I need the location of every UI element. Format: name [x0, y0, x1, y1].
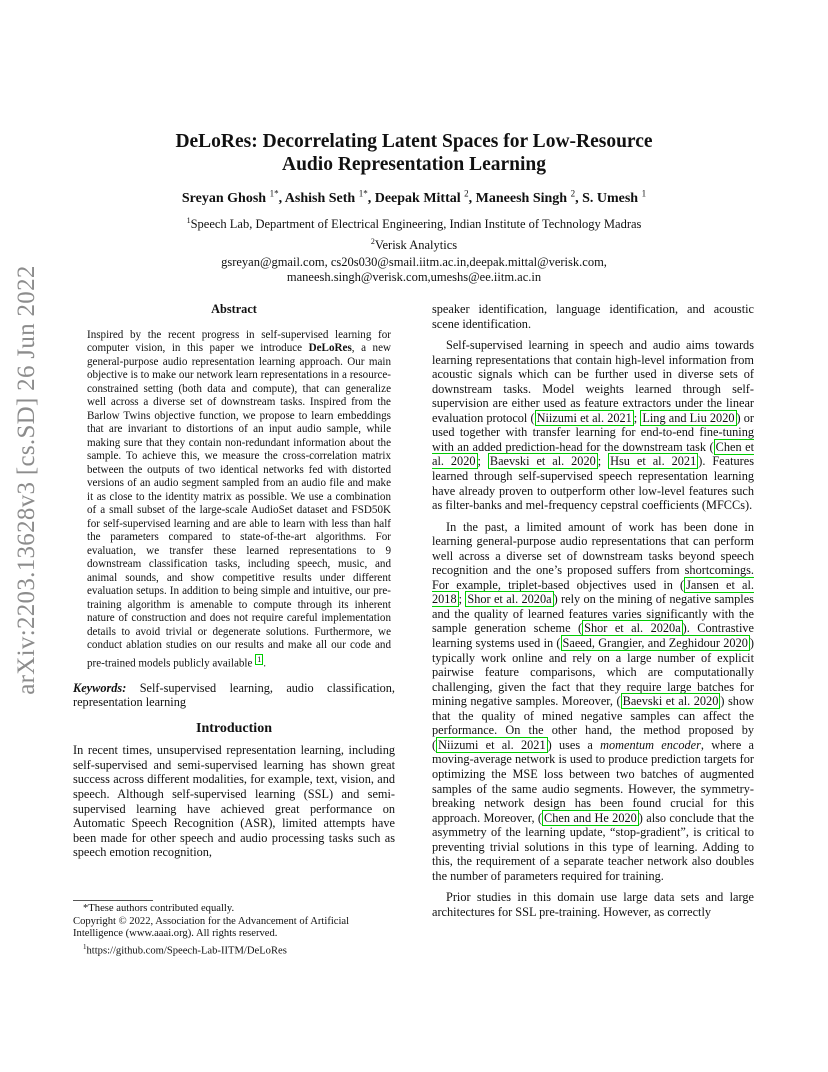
code-link[interactable]: https://github.com/Speech-Lab-IITM/DeLoRes	[86, 945, 287, 957]
arxiv-stamp	[0, 0, 62, 1072]
copyright-notice: Copyright © 2022, Association for the Advancement of Artificial Intelligence (www.aaai.org). All rights reserved.	[73, 915, 350, 940]
affiliation-verisk: $^2$Verisk Analytics	[370, 236, 458, 252]
citation-link[interactable]: Baevski et al. 2020	[622, 694, 719, 709]
abstract-heading: Abstract	[211, 302, 257, 316]
affiliation-iitm: $^1$Speech Lab, Department of Electrical Engineering, Indian Institute of Technology Madras	[186, 215, 642, 231]
citation-link[interactable]: Chen et al. 2020	[432, 439, 755, 469]
paragraph-prior-work: In the past, a limited amount of work has been done in learning general-purpose audio representations that can perform well across a diverse set of downstream tasks beyond speech recognition and the one’s proposed suffers from shortcomings. For example, triplet-based objectives used in ( Jansen et al. 2018 ; Shor et al. 2020a ) rely on the mining of negative samples and the quality of learned features varies significantly with the sample generation scheme ( Shor et al. 2020a ). Contrastive learning systems used in ( Saeed, Grangier, and Zeghidour 2020 ) typically work online and rely on a large number of explicit pairwise feature comparisons, which are computationally challenging, given the fact that they require large batches for mining negative samples. Moreover, ( Baevski et al. 2020 ) show that the quality of mined negative samples can affect the performance. On the other hand, the method proposed by ( Niizumi et al. 2021 ) uses a momentum encoder, where a moving-average network is used to produce prediction targets for optimizing the MSE loss between two batches of augmented samples of the same audio segments. However, the symmetry-breaking network design has been found crucial for this approach. Moreover, ( Chen and He 2020 ) also conclude that the asymmetry of the learning update, “stop-gradient”, is critical to preventing trivial solutions in this type of learning. Adding to this, the requirement of a separate teacher network also doubles the number of parameters required for training.	[432, 519, 754, 883]
citation-link[interactable]: Niizumi et al. 2021	[438, 737, 546, 752]
paragraph-ssl: Self-supervised learning in speech and audio aims towards learning representations that contain high-level information from acoustic signals which can be further used in diverse sets of downstream tasks. Model weights learned through self-supervision are either used as feature extractors under the linear evaluation protocol ( Niizumi et al. 2021 ; Ling and Liu 2020 ) or used together with transfer learning for end-to-end fine-tuning with an added prediction-head for the downstream task ( Chen et al. 2020 ; Baevski et al. 2020 ; Hsu et al. 2021 ). Features learned through self-supervised speech representation learning have already proven to outperform other low-level features such as filter-banks and mel-frequency cepstral coefficients (MFCCs).	[432, 338, 755, 513]
left-column	[73, 302, 395, 860]
footnotes	[73, 900, 395, 958]
footnote-equal-contribution: *These authors contributed equally.	[83, 903, 235, 914]
paragraph-prior-studies: Prior studies in this domain use large data sets and large architectures for SSL pre-training. However, as correctly	[432, 890, 754, 919]
paper-header	[70, 130, 758, 285]
citation-link[interactable]: Shor et al. 2020a	[584, 621, 681, 636]
author: Sreyan Ghosh $^{1*}$,	[181, 188, 285, 206]
footnote-rule	[73, 900, 153, 901]
right-column	[432, 302, 754, 919]
footnote-code-url: $^1$https://github.com/Speech-Lab-IITM/DeLoRes	[83, 942, 287, 957]
citation-link[interactable]: Baevski et al. 2020	[489, 454, 596, 469]
citation-link[interactable]: Shor et al. 2020a	[467, 592, 552, 607]
paper-title: DeLoRes: Decorrelating Latent Spaces for Low-Resource Audio Representation Learning	[175, 131, 653, 175]
citation-link[interactable]: Niizumi et al. 2021	[536, 410, 632, 425]
abstract-text: Inspired by the recent progress in self-supervised learning for computer vision, in this paper we introduce DeLoRes, a new general-purpose audio representation learning approach. Our main objective is to make our network learn representations in a resource-constrained setting (both data and compute), that can generalize well across a diverse set of downstream tasks. Inspired from the Barlow Twins objective function, we propose to learn embeddings that are invariant to distortions of an input audio sample, while making sure that they contain non-redundant information about the sample. To achieve this, we measure the cross-correlation matrix between the outputs of two identical networks fed with distorted versions of an audio segment sampled from an audio file and make it as close to the identity matrix as possible. We use a combination of a small subset of the large-scale AudioSet dataset and FSD50K for self-supervised learning and are able to learn with less than half the parameters compared to state-of-the-art algorithms. For evaluation, we transfer these learned representations to 9 downstream classification tasks, including speech, music, and animal sounds, and show competitive results under different evaluation setups. In addition to being simple and intuitive, our pre-training algorithm is amenable to compute through its inherent nature of construction and does not require careful implementation details to avoid trivial or degenerate solutions. Furthermore, we conduct ablation studies on our results and make all our code and pre-trained models publicly available $^1$ .	[87, 328, 392, 670]
author: Maneesh Singh $^2$,	[475, 188, 583, 206]
keywords: Keywords: Self-supervised learning, audio classification, representation learning	[73, 680, 395, 710]
author: Ashish Seth $^{1*}$,	[284, 188, 375, 206]
citation-link[interactable]: Chen and He 2020	[544, 810, 637, 825]
introduction-heading: Introduction	[196, 720, 272, 736]
author: S. Umesh $^1$	[582, 188, 647, 206]
citation-link[interactable]: Ling and Liu 2020	[642, 410, 735, 425]
citation-link[interactable]: Saeed, Grangier, and Zeghidour 2020	[562, 636, 748, 651]
author-list	[70, 188, 758, 207]
citation-link[interactable]: Jansen et al. 2018	[432, 577, 754, 607]
author: Deepak Mittal $^2$,	[374, 188, 476, 206]
footnote-link[interactable]: 1	[257, 654, 262, 664]
author-emails: gsreyan@gmail.com, cs20s030@smail.iitm.ac.in,deepak.mittal@verisk.com, maneesh.singh@verisk.com,umeshs@ee.iitm.ac.in	[221, 254, 607, 284]
citation-link[interactable]: Hsu et al. 2021	[610, 454, 697, 469]
intro-paragraph: In recent times, unsupervised representation learning, including self-supervised and semi-supervised learning has shown great success across different modalities, for example, text, vision, and speech. Although self-supervised learning (SSL) and semi-supervised learning have achieved great performance on Automatic Speech Recognition (ASR), limited attempts have been made for other speech and audio processing tasks such as speech emotion recognition,	[73, 743, 395, 860]
arxiv-identifier: arXiv:2203.13628v3 [cs.SD] 26 Jun 2022	[13, 265, 40, 695]
paragraph-continuation: speaker identification, language identification, and acoustic scene identification.	[432, 302, 754, 331]
